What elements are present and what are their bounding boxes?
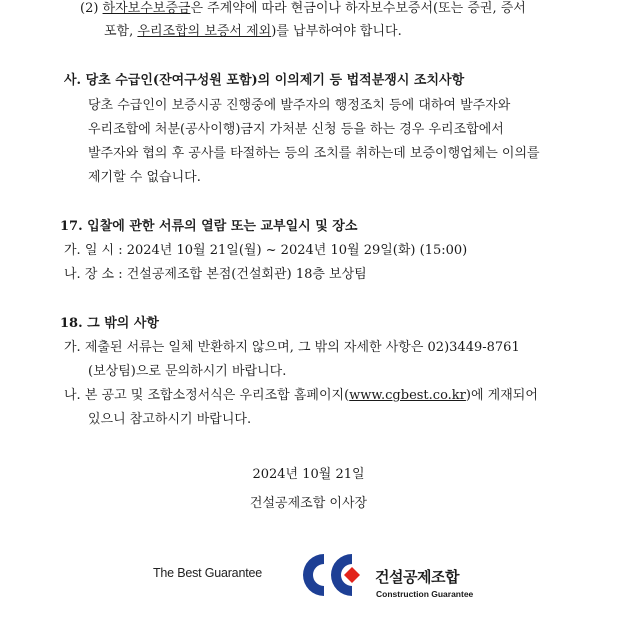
item-2-prefix: (2) <box>80 1 103 16</box>
section-18-ga-line2: (보상팀)으로 문의하시기 바랍니다. <box>88 364 287 379</box>
item-2-line2 <box>104 23 402 41</box>
section-18-na-line2: 있으니 참고하시기 바랍니다. <box>88 412 252 427</box>
cg-logo-mark-icon <box>284 549 370 601</box>
section-sa-line-4: 제기할 수 없습니다. <box>88 170 201 185</box>
section-18-na-text-a: 나. 본 공고 및 조합소정서식은 우리조합 홈페이지( <box>64 388 350 403</box>
section-sa-line-3: 발주자와 협의 후 공사를 타절하는 등의 조치를 취하는데 보증이행업체는 이의를 <box>88 146 540 161</box>
section-sa-line-1: 당초 수급인이 보증시공 진행중에 발주자의 행정조치 등에 대하여 발주자와 <box>88 98 511 113</box>
logo-name-kr: 건설공제조합 <box>375 568 459 586</box>
homepage-link[interactable]: www.cgbest.co.kr <box>349 388 466 403</box>
item-2-text2a: 포함, <box>104 24 138 39</box>
excluded-guarantee: 우리조합의 보증서 제외 <box>137 24 272 39</box>
section-17-item-ga: 가. 일 시 : 2024년 10월 21일(월) ~ 2024년 10월 29일(화) (15:00) <box>64 243 468 258</box>
section-17-item-na: 나. 장 소 : 건설공제조합 본점(건설회관) 18층 보상팀 <box>64 267 367 282</box>
section-sa-heading: 사. 당초 수급인(잔여구성원 포함)의 이의제기 등 법적분쟁시 조치사항 <box>64 73 465 88</box>
signatory: 건설공제조합 이사장 <box>249 496 368 511</box>
section-17-heading: 17. 입찰에 관한 서류의 열람 또는 교부일시 및 장소 <box>60 219 358 234</box>
item-2-text2b: )를 납부하여야 합니다. <box>271 24 402 39</box>
section-sa-line-2: 우리조합에 처분(공사이행)금지 가처분 신청 등을 하는 경우 우리조합에서 <box>88 122 504 137</box>
section-18-na-line1 <box>64 387 538 405</box>
section-18-na-text-b: )에 게재되어 <box>465 388 538 403</box>
defect-repair-deposit: 하자보수보증금 <box>102 1 191 16</box>
item-2-line1 <box>80 0 526 18</box>
section-18-heading: 18. 그 밖의 사항 <box>60 316 159 331</box>
logo-name-en: Construction Guarantee <box>376 589 474 599</box>
item-2-text1: 은 주계약에 따라 현금이나 하자보수보증서(또는 증권, 증서 <box>190 1 526 16</box>
section-18-ga-line1: 가. 제출된 서류는 일체 반환하지 않으며, 그 밖의 자세한 사항은 02)3449-8761 <box>64 340 520 355</box>
logo-tagline: The Best Guarantee <box>153 566 262 580</box>
notice-date: 2024년 10월 21일 <box>252 467 365 482</box>
